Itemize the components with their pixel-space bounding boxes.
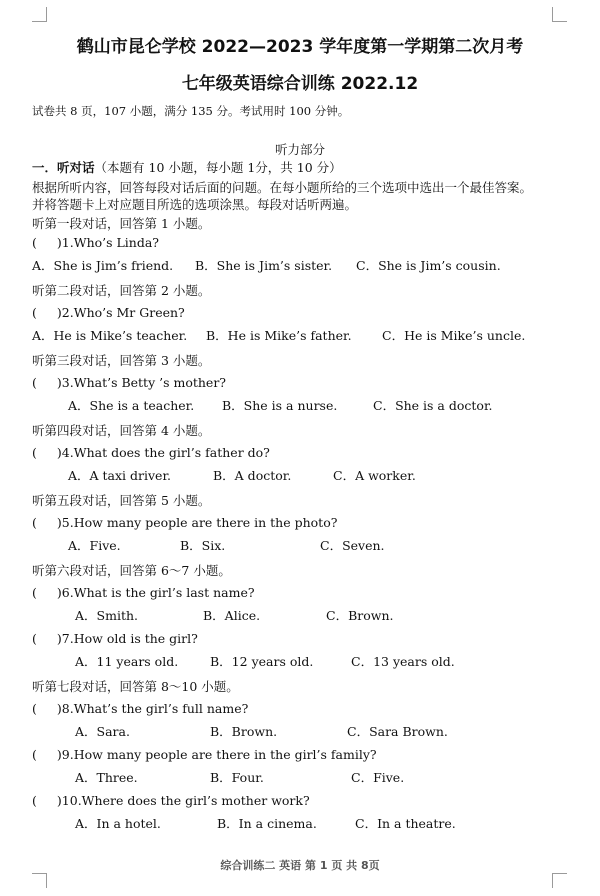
question-8: ( )8.What’s the girl’s full name?: [32, 701, 249, 716]
option-7a: A．11 years old.: [75, 654, 179, 669]
dialog-intro: 听第三段对话，回答第 3 小题。: [32, 353, 211, 368]
section-heading: 听力部分: [274, 142, 325, 157]
option-5a: A．Five.: [68, 538, 121, 553]
option-7b: B．12 years old.: [210, 654, 314, 669]
question-7: ( )7.How old is the girl?: [32, 631, 198, 646]
option-3a: A．She is a teacher.: [68, 398, 195, 413]
option-1c: C．She is Jim’s cousin.: [356, 258, 501, 273]
part-title: 一．听对话: [32, 160, 95, 175]
option-6c: C．Brown.: [326, 608, 394, 623]
part-heading: [32, 160, 342, 176]
question-2: ( )2.Who’s Mr Green?: [32, 305, 185, 320]
dialog-intro: 听第七段对话，回答第 8～10 小题。: [32, 679, 239, 694]
option-7c: C．13 years old.: [351, 654, 455, 669]
option-10c: C．In a theatre.: [355, 816, 456, 831]
exam-subtitle: 七年级英语综合训练 2022.12: [181, 74, 419, 94]
crop-mark-bottom-right: [552, 873, 567, 888]
option-3b: B．She is a nurse.: [222, 398, 338, 413]
crop-mark-bottom-left: [32, 873, 47, 888]
option-4a: A．A taxi driver.: [68, 468, 172, 483]
question-9: ( )9.How many people are there in the girl’s family?: [32, 747, 377, 762]
question-10: ( )10.Where does the girl’s mother work?: [32, 793, 310, 808]
dialog-intro: 听第五段对话，回答第 5 小题。: [32, 493, 211, 508]
question-4: ( )4.What does the girl’s father do?: [32, 445, 270, 460]
option-1b: B．She is Jim’s sister.: [195, 258, 333, 273]
dialog-intro: 听第一段对话，回答第 1 小题。: [32, 216, 211, 231]
dialog-intro: 听第二段对话，回答第 2 小题。: [32, 283, 211, 298]
exam-title: 鹤山市昆仑学校 2022—2023 学年度第一学期第二次月考: [76, 37, 524, 57]
option-2c: C．He is Mike’s uncle.: [382, 328, 526, 343]
option-6a: A．Smith.: [75, 608, 138, 623]
page-footer: 综合训练二 英语 第 1 页 共 8页: [220, 859, 380, 872]
option-5b: B．Six.: [180, 538, 226, 553]
option-8c: C．Sara Brown.: [347, 724, 448, 739]
option-3c: C．She is a doctor.: [373, 398, 493, 413]
part-detail: （本题有 10 小题，每小题 1分，共 10 分）: [94, 160, 342, 175]
crop-mark-top-left: [32, 7, 47, 22]
dialog-intro: 听第四段对话，回答第 4 小题。: [32, 423, 211, 438]
option-10a: A．In a hotel.: [75, 816, 161, 831]
option-1a: A．She is Jim’s friend.: [32, 258, 174, 273]
option-10b: B．In a cinema.: [217, 816, 317, 831]
option-9b: B．Four.: [210, 770, 264, 785]
question-6: ( )6.What is the girl’s last name?: [32, 585, 255, 600]
question-3: ( )3.What’s Betty ’s mother?: [32, 375, 227, 390]
option-5c: C．Seven.: [320, 538, 385, 553]
question-5: ( )5.How many people are there in the photo?: [32, 515, 338, 530]
option-2b: B．He is Mike’s father.: [206, 328, 352, 343]
option-8b: B．Brown.: [210, 724, 278, 739]
question-1: ( )1.Who’s Linda?: [32, 235, 160, 250]
instructions: 根据所听内容，回答每段对话后面的问题。在每小题所给的三个选项中选出一个最佳答案。并将答题卡上对应题目所选的选项涂黑。每段对话听两遍。: [32, 180, 533, 212]
option-4b: B．A doctor.: [213, 468, 292, 483]
option-8a: A．Sara.: [75, 724, 130, 739]
option-2a: A．He is Mike’s teacher.: [32, 328, 188, 343]
option-9c: C．Five.: [351, 770, 405, 785]
exam-note: 试卷共 8 页，107 小题，满分 135 分。考试用时 100 分钟。: [32, 104, 350, 118]
option-4c: C．A worker.: [333, 468, 416, 483]
crop-mark-top-right: [552, 7, 567, 22]
dialog-intro: 听第六段对话，回答第 6～7 小题。: [32, 563, 231, 578]
option-6b: B．Alice.: [203, 608, 261, 623]
option-9a: A．Three.: [75, 770, 138, 785]
